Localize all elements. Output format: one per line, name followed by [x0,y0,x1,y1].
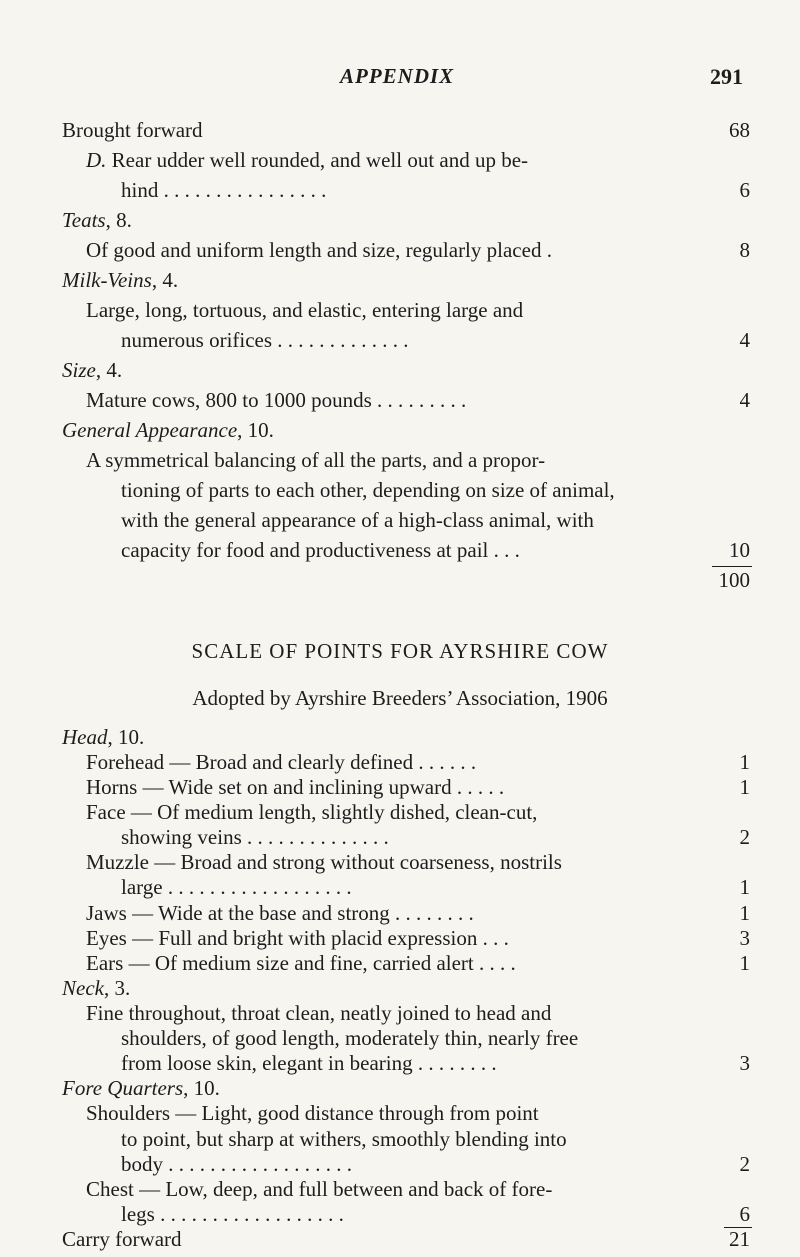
size-line: Mature cows, 800 to 1000 pounds . . . . . . . . . [86,388,467,412]
ears-value: 1 [739,951,750,975]
chest-value: 6 [739,1202,750,1226]
neck-value: 3 [739,1051,750,1075]
teats-value: 8 [739,238,750,262]
carry-rule [724,1227,752,1228]
general-value: 10 [729,538,750,562]
muzzle-line-1: Muzzle — Broad and strong without coarseness, nostrils [86,850,562,874]
general-line-2: tioning of parts to each other, depending on size of animal, [121,478,615,502]
general-line-1: A symmetrical balancing of all the parts, and a propor- [86,448,546,472]
face-line-1: Face — Of medium length, slightly dished, clean-cut, [86,800,538,824]
neck-heading-points: , 3. [103,976,131,1000]
size-heading-word: Size [62,358,96,382]
milk-veins-line-1: Large, long, tortuous, and elastic, entering large and [86,298,524,322]
brought-forward-value: 68 [729,118,750,142]
face-line-2: showing veins . . . . . . . . . . . . . . [121,825,389,849]
general-appearance-heading-word: General Appearance [62,418,238,442]
scale-subtitle: Adopted by Ayrshire Breeders’ Association, 1906 [192,686,608,710]
general-line-4: capacity for food and productiveness at pail . . . [121,538,520,562]
size-heading-points: , 4. [95,358,123,382]
eyes-value: 3 [739,926,750,950]
udder-d-line-1 [86,145,528,175]
milk-veins-value: 4 [739,328,750,352]
milk-veins-heading-points: , 4. [151,268,179,292]
general-appearance-heading [62,415,274,445]
ears-line: Ears — Of medium size and fine, carried alert . . . . [86,951,516,975]
running-title: APPENDIX [340,64,455,88]
scale-title: SCALE OF POINTS FOR AYRSHIRE COW [191,639,609,663]
shoulders-line-1: Shoulders — Light, good distance through from point [86,1101,539,1125]
horns-line: Horns — Wide set on and inclining upward . . . . . [86,775,505,799]
neck-line-3: from loose skin, elegant in bearing . . . . . . . . [121,1051,497,1075]
milk-veins-line-2: numerous orifices . . . . . . . . . . . . . [121,328,409,352]
page-number: 291 [710,64,743,89]
carry-forward-label: Carry forward [62,1227,182,1251]
neck-heading-word: Neck [62,976,104,1000]
neck-line-1: Fine throughout, throat clean, neatly joined to head and [86,1001,552,1025]
head-heading [62,724,144,751]
general-line-3: with the general appearance of a high-class animal, with [121,508,594,532]
chest-line-1: Chest — Low, deep, and full between and back of fore- [86,1177,553,1201]
udder-d-letter: D. [86,148,107,172]
muzzle-value: 1 [739,875,750,899]
udder-d-text: Rear udder well rounded, and well out and up be- [106,148,529,172]
size-value: 4 [739,388,750,412]
brought-forward-label: Brought forward [62,118,203,142]
size-heading [62,355,122,385]
jaws-value: 1 [739,901,750,925]
forehead-line: Forehead — Broad and clearly defined . . . . . . [86,750,477,774]
general-appearance-heading-points: , 10. [237,418,274,442]
muzzle-line-2: large . . . . . . . . . . . . . . . . . . [121,875,352,899]
chest-line-2: legs . . . . . . . . . . . . . . . . . . [121,1202,344,1226]
udder-d-value: 6 [739,178,750,202]
total-value: 100 [718,568,750,592]
shoulders-line-3: body . . . . . . . . . . . . . . . . . . [121,1152,352,1176]
teats-heading [62,205,132,235]
teats-heading-word: Teats [62,208,106,232]
teats-heading-points: , 8. [105,208,132,232]
neck-heading [62,975,130,1002]
neck-line-2: shoulders, of good length, moderately thin, nearly free [121,1026,579,1050]
fore-quarters-heading [62,1075,220,1102]
face-value: 2 [739,825,750,849]
milk-veins-heading [62,265,178,295]
horns-value: 1 [739,775,750,799]
jaws-line: Jaws — Wide at the base and strong . . . . . . . . [86,901,474,925]
carry-forward-value: 21 [729,1227,750,1251]
teats-line: Of good and uniform length and size, regularly placed . [86,238,552,262]
shoulders-line-2: to point, but sharp at withers, smoothly blending into [121,1127,567,1151]
fore-quarters-heading-points: , 10. [183,1076,220,1100]
page-header [0,64,800,94]
forehead-value: 1 [739,750,750,774]
milk-veins-heading-word: Milk-Veins [62,268,152,292]
head-heading-word: Head [62,725,108,749]
udder-d-line-2: hind . . . . . . . . . . . . . . . . [121,178,327,202]
shoulders-value: 2 [739,1152,750,1176]
fore-quarters-heading-word: Fore Quarters [62,1076,184,1100]
head-heading-points: , 10. [107,725,145,749]
eyes-line: Eyes — Full and bright with placid expression . . . [86,926,509,950]
